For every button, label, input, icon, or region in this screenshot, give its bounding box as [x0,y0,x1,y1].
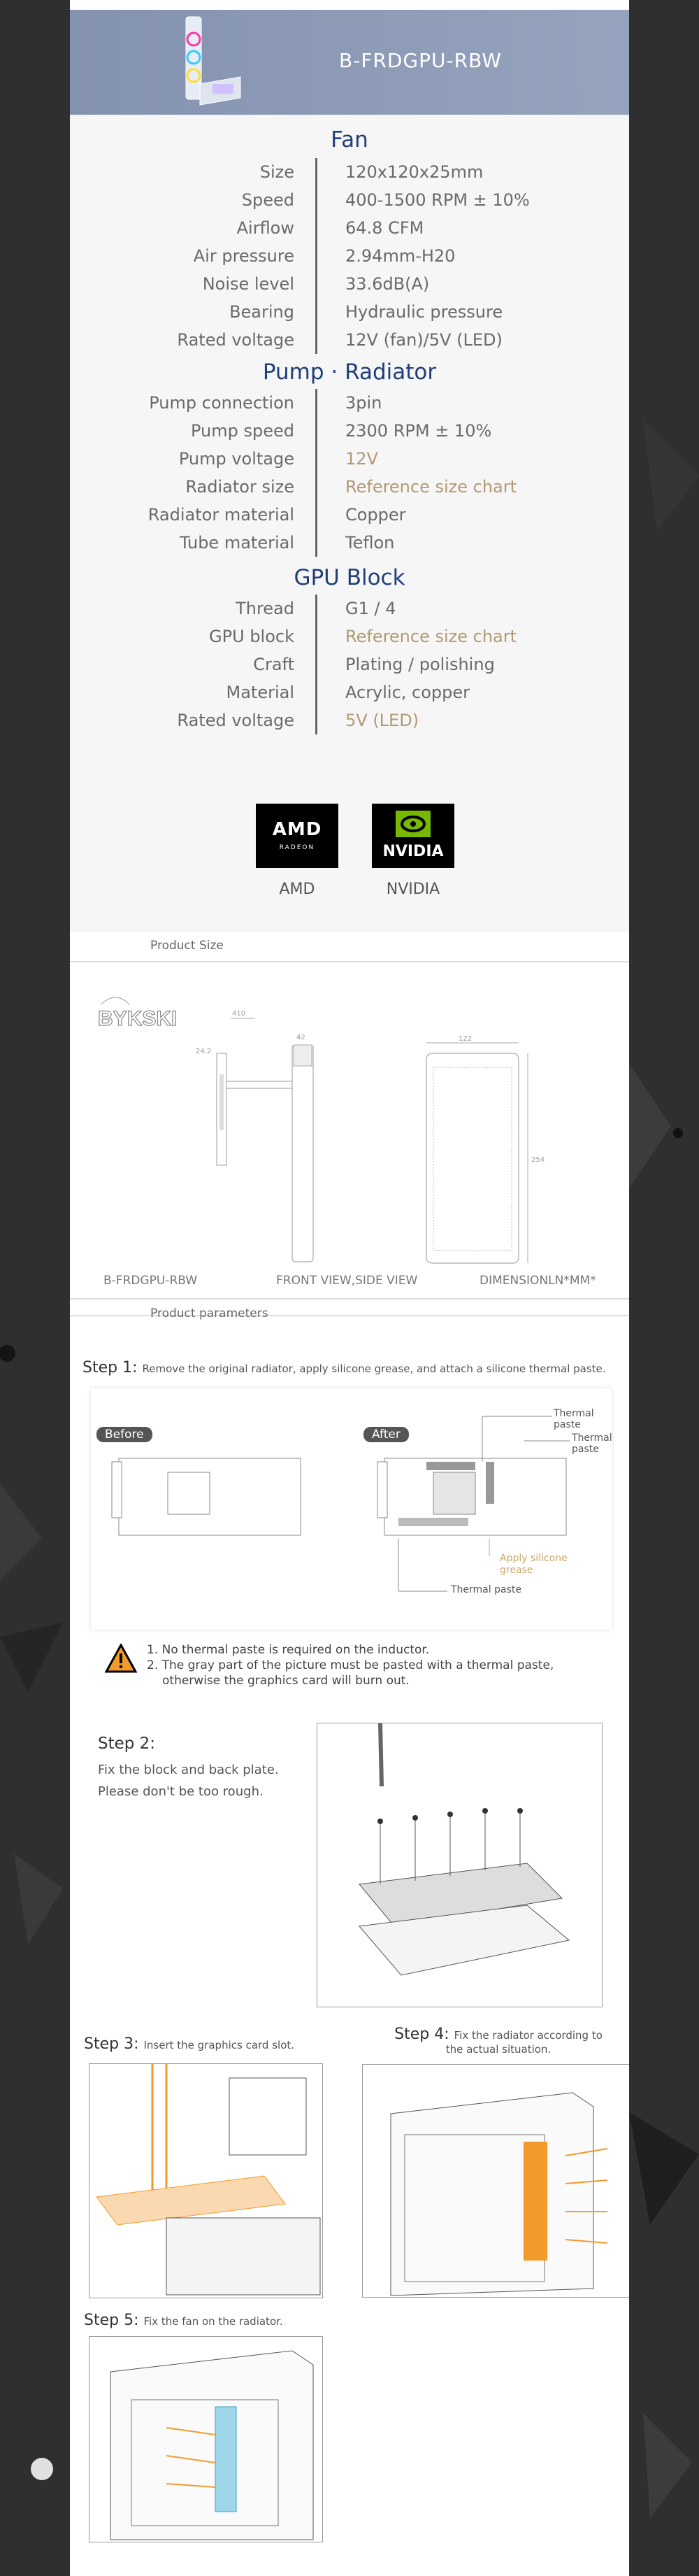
spec-row [70,501,629,529]
spec-row [70,445,629,473]
spec-value: Plating / polishing [345,655,495,674]
spec-row [70,622,629,650]
step5-title: Step 5: [84,2312,139,2329]
spec-value: 2.94mm-H20 [345,246,456,266]
spec-section [70,115,629,932]
product-thumbnail [182,11,242,116]
amd-logo [256,804,338,868]
product-page [70,0,629,2576]
spec-value: 12V [345,449,378,469]
pump-heading: Pump · Radiator [262,360,437,385]
dim-label: 254 [531,1156,545,1164]
spec-value: Reference size chart [345,627,517,646]
dim-label: 24.2 [196,1048,212,1055]
spec-value: G1 / 4 [345,599,396,618]
step5-figure [89,2336,323,2542]
header-banner [70,10,629,115]
spec-label: Airflow [236,218,294,238]
step2-title: Step 2: [98,1735,156,1753]
warning-notes [147,1642,554,1688]
step4-text-2: the actual situation. [445,2043,552,2056]
spec-value: 120x120x25mm [345,162,484,182]
spec-row [70,529,629,557]
spec-row [70,270,629,298]
note-line: otherwise the graphics card will burn out. [162,1674,410,1688]
spec-row [70,214,629,242]
step1-heading [82,1359,606,1376]
callout: Thermal paste [572,1432,612,1455]
before-badge: Before [96,1427,152,1442]
spec-value: 3pin [345,393,382,413]
step2-figure [317,1723,603,2007]
spec-label: Rated voltage [177,711,294,730]
note-line: 1. No thermal paste is required on the inductor. [147,1643,430,1657]
spec-row [70,595,629,622]
spec-label: Speed [241,190,294,210]
nvidia-logo [372,804,454,868]
fan-heading: Fan [331,127,368,152]
after-badge: After [363,1427,409,1442]
radiator-mount-illustration [363,2065,629,2297]
step4-text: Fix the radiator according to [454,2029,603,2042]
dim-label: 122 [459,1035,473,1043]
model-title: B-FRDGPU-RBW [339,49,502,72]
spec-label: Air pressure [193,246,294,266]
spec-label: Pump voltage [178,449,294,469]
callout: Apply silicone [500,1553,568,1564]
nvidia-label: NVIDIA [386,881,440,898]
step1-figure [91,1388,612,1630]
step4-title: Step 4: [394,2026,449,2043]
spec-label: Rated voltage [177,330,294,350]
product-params-header [70,1300,629,1329]
product-size-title: Product Size [150,939,224,953]
note-line: 2. The gray part of the picture must be pasted with a thermal paste, [147,1658,554,1672]
caption-model: B-FRDGPU-RBW [103,1274,198,1288]
spec-row [70,298,629,326]
step3-text: Insert the graphics card slot. [143,2039,295,2051]
spec-label: Craft [253,655,294,674]
spec-value: 400-1500 RPM ± 10% [345,190,530,210]
callout: grease [500,1565,533,1576]
spec-label: Noise level [202,274,294,294]
spec-value: Reference size chart [345,477,517,497]
spec-label: Bearing [229,302,294,322]
step5-text: Fix the fan on the radiator. [143,2315,283,2328]
amd-logo-subtext: RADEON [279,844,315,851]
product-params-title: Product parameters [150,1307,268,1321]
spec-row [70,706,629,734]
gpu-insert-illustration [89,2064,322,2298]
step5-heading [84,2312,283,2329]
spec-row [70,650,629,678]
spec-value: Acrylic, copper [345,683,470,702]
spec-value: 12V (fan)/5V (LED) [345,330,503,350]
step3-figure [89,2063,323,2298]
spec-row [70,326,629,354]
spec-value: Copper [345,505,406,525]
callout: Thermal paste [554,1408,594,1430]
fan-mount-illustration [89,2337,322,2542]
spec-row [70,389,629,417]
step3-title: Step 3: [84,2035,139,2053]
step2-line: Please don't be too rough. [98,1784,264,1799]
spec-row [70,473,629,501]
pcb-illustrations [91,1388,612,1630]
warning-icon [105,1644,137,1673]
spec-row [70,186,629,214]
nvidia-eye-icon [396,811,431,837]
dim-label: 42 [296,1034,305,1041]
product-size-header [70,932,629,961]
spec-label: Pump connection [149,393,294,413]
spec-label: Thread [236,599,294,618]
step1-text: Remove the original radiator, apply silicone grease, and attach a silicone thermal paste. [142,1362,606,1375]
spec-value: Hydraulic pressure [345,302,503,322]
caption-views: FRONT VIEW,SIDE VIEW [276,1274,418,1288]
spec-label: Material [226,683,294,702]
dimension-drawing [70,962,629,1347]
step1-title: Step 1: [82,1359,138,1376]
spec-value: 33.6dB(A) [345,274,430,294]
step4-heading [369,2026,628,2056]
callout: Thermal paste [451,1584,521,1595]
spec-row [70,158,629,186]
brand-watermark: BYKSKI [98,1007,178,1030]
spec-value: 64.8 CFM [345,218,424,238]
spec-label: Radiator material [147,505,294,525]
spec-label: Radiator size [185,477,294,497]
block-assembly-illustration [317,1723,602,2007]
top-strip [70,0,629,10]
spec-row [70,417,629,445]
step2-text [98,1759,279,1802]
spec-value: 2300 RPM ± 10% [345,421,492,441]
spec-row [70,678,629,706]
spec-label: Pump speed [190,421,294,441]
amd-logo-text: AMD [272,819,322,840]
gpu-heading: GPU Block [294,565,405,590]
spec-value: 5V (LED) [345,711,419,730]
caption-dimension: DIMENSIONLN*MM* [480,1274,596,1288]
nvidia-logo-text: NVIDIA [382,843,444,860]
dim-label: 410 [232,1010,246,1018]
spec-row [70,242,629,270]
step4-figure [362,2064,629,2298]
step2-line: Fix the block and back plate. [98,1763,279,1777]
spec-value: Teflon [345,533,395,553]
amd-label: AMD [279,881,315,898]
dimension-diagram [70,962,629,1312]
step3-heading [84,2035,294,2053]
spec-label: GPU block [209,627,294,646]
spec-label: Size [259,162,294,182]
spec-label: Tube material [179,533,294,553]
